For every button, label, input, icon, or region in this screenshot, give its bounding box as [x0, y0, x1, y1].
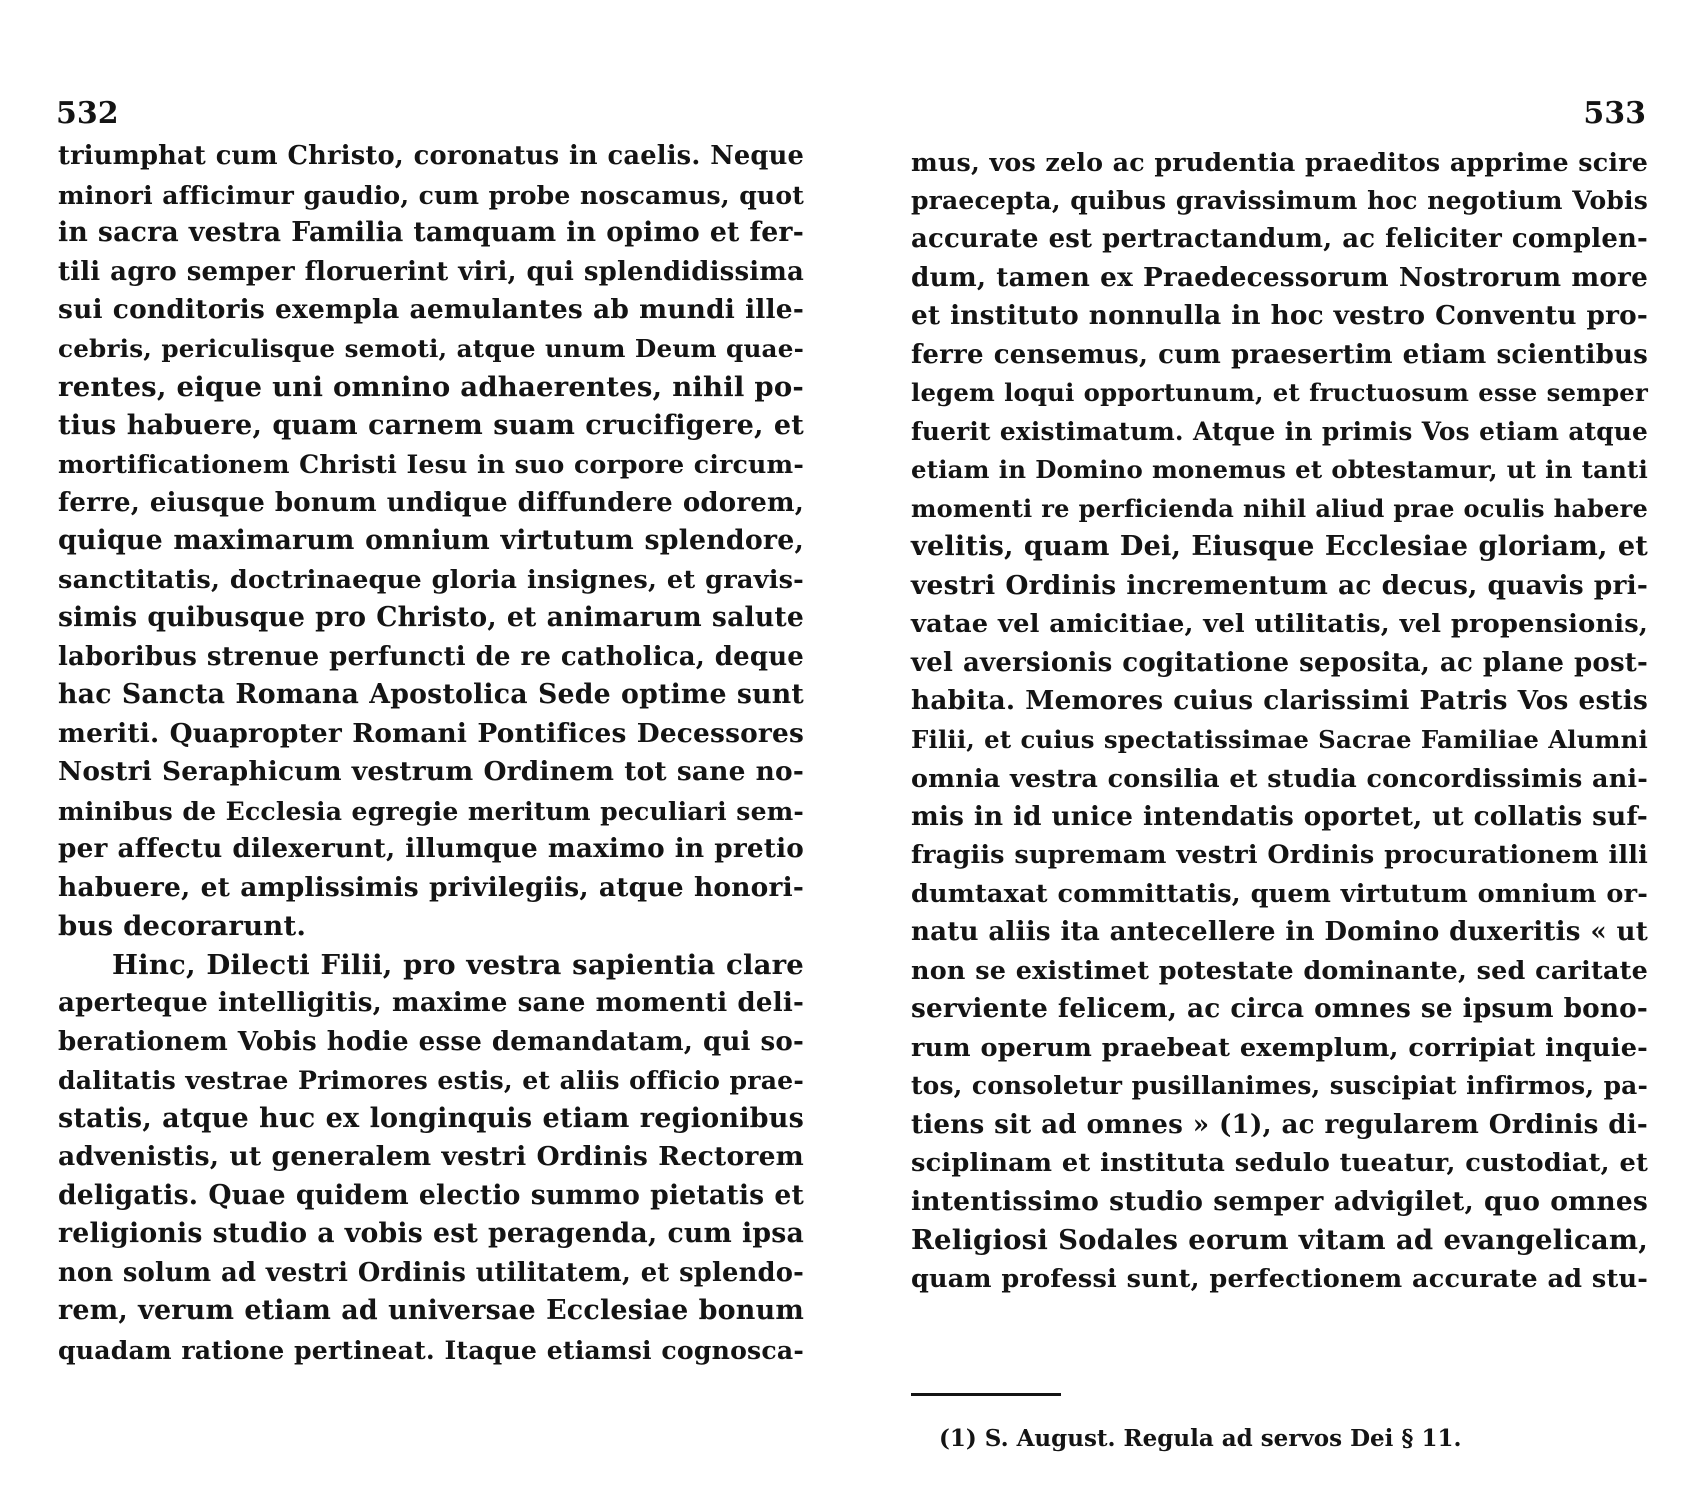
text-line: fuerit existimatum. Atque in primis Vos etiam atque — [911, 416, 1648, 446]
text-line: habita. Memores cuius clarissimi Patris Vos estis — [911, 685, 1648, 716]
text-line: statis, atque huc ex longinquis etiam regionibus — [58, 1102, 804, 1134]
text-line: Filii, et cuius spectatissimae Sacrae Familiae Alumni — [911, 724, 1648, 754]
text-line: ferre censemus, cum praesertim etiam scientibus — [911, 339, 1648, 370]
text-line: in sacra vestra Familia tamquam in opimo et fer- — [58, 217, 804, 248]
text-line: quam professi sunt, perfectionem accurate ad stu- — [911, 1263, 1648, 1294]
text-line: Nostri Seraphicum vestrum Ordinem tot sane no- — [58, 756, 804, 787]
text-line: velitis, quam Dei, Eiusque Ecclesiae gloriam, et — [911, 531, 1648, 562]
text-line: sui conditoris exempla aemulantes ab mundi ille- — [58, 294, 804, 325]
text-line: minibus de Ecclesia egregie meritum peculiari sem- — [58, 795, 804, 826]
text-line: habuere, et amplissimis privilegiis, atque honori- — [58, 871, 804, 903]
text-line: natu aliis ita antecellere in Domino duxeritis « ut — [911, 916, 1648, 947]
footnote-divider — [911, 1393, 1061, 1396]
text-line: etiam in Domino monemus et obtestamur, ut in tanti — [911, 455, 1648, 484]
text-line: mis in id unice intendatis oportet, ut collatis suf- — [911, 800, 1648, 832]
right-page-number: 533 — [1583, 96, 1646, 131]
left-page-text — [58, 137, 804, 1369]
text-line: vatae vel amicitiae, vel utilitatis, vel propensionis, — [911, 609, 1648, 639]
text-line: ferre, eiusque bonum undique diffundere odorem, — [58, 487, 804, 518]
text-line: quique maximarum omnium virtutum splendore, — [58, 525, 804, 556]
text-line-paragraph-start: Hinc, Dilecti Filii, pro vestra sapientia clare — [112, 948, 804, 981]
text-line: vel aversionis cogitatione seposita, ac plane post- — [911, 647, 1648, 678]
text-line: advenistis, ut generalem vestri Ordinis Rectorem — [58, 1141, 804, 1172]
text-line: fragiis supremam vestri Ordinis procurationem illi — [911, 840, 1648, 870]
text-line: minori afficimur gaudio, cum probe noscamus, quot — [58, 179, 804, 210]
text-line: cebris, periculisque semoti, atque unum Deum quae- — [58, 333, 804, 363]
text-line: legem loqui opportunum, et fructuosum esse semper — [911, 378, 1648, 407]
text-line: non se existimet potestate dominante, sed caritate — [911, 955, 1648, 986]
text-line: quadam ratione pertineat. Itaque etiamsi cognosca- — [58, 1334, 804, 1365]
text-line: tiens sit ad omnes » (1), ac regularem Ordinis di- — [911, 1108, 1648, 1140]
footnote: (1) S. August. Regula ad servos Dei § 11. — [939, 1425, 1462, 1452]
text-line: momenti re perficienda nihil aliud prae oculis habere — [911, 493, 1648, 523]
text-line: religionis studio a vobis est peragenda, cum ipsa — [58, 1218, 804, 1249]
text-line: Religiosi Sodales eorum vitam ad evangelicam, — [911, 1224, 1648, 1256]
text-line: vestri Ordinis incrementum ac decus, quavis pri- — [911, 569, 1648, 601]
text-line: triumphat cum Christo, coronatus in caelis. Neque — [58, 141, 804, 171]
text-line: et instituto nonnulla in hoc vestro Conventu pro- — [911, 300, 1648, 331]
text-line: laboribus strenue perfuncti de re catholica, deque — [58, 641, 804, 672]
right-page-text — [911, 143, 1648, 1298]
text-line: tius habuere, quam carnem suam crucifigere, et — [58, 409, 804, 441]
text-line: tili agro semper floruerint viri, qui splendidissima — [58, 256, 804, 287]
text-line: per affectu dilexerunt, illumque maximo in pretio — [58, 833, 804, 864]
text-line: meriti. Quapropter Romani Pontifices Decessores — [58, 717, 804, 749]
text-line: omnia vestra consilia et studia concordissimis ani- — [911, 763, 1648, 793]
text-line: sciplinam et instituta sedulo tueatur, custodiat, et — [911, 1148, 1648, 1178]
text-line: rentes, eique uni omnino adhaerentes, nihil po- — [58, 371, 804, 403]
text-line: rem, verum etiam ad universae Ecclesiae bonum — [58, 1295, 804, 1326]
text-line: simis quibusque pro Christo, et animarum salute — [58, 602, 804, 633]
right-page — [849, 0, 1698, 1500]
text-line: dalitatis vestrae Primores estis, et aliis officio prae- — [58, 1065, 804, 1095]
text-line: accurate est pertractandum, ac feliciter complen- — [911, 224, 1648, 254]
left-page-number: 532 — [56, 96, 119, 131]
text-line-paragraph-end: bus decorarunt. — [58, 910, 307, 942]
text-line: aperteque intelligitis, maxime sane momenti deli- — [58, 987, 804, 1018]
text-line: dum, tamen ex Praedecessorum Nostrorum more — [911, 261, 1648, 293]
text-line: praecepta, quibus gravissimum hoc negotium Vobis — [911, 185, 1648, 215]
text-line: tos, consoletur pusillanimes, suscipiat infirmos, pa- — [911, 1071, 1648, 1100]
text-line: intentissimo studio semper advigilet, quo omnes — [911, 1185, 1648, 1217]
text-line: sanctitatis, doctrinaeque gloria insignes, et gravis- — [58, 564, 804, 595]
text-line: berationem Vobis hodie esse demandatam, qui so- — [58, 1026, 804, 1057]
text-line: non solum ad vestri Ordinis utilitatem, et splendo- — [58, 1257, 804, 1288]
text-line: mus, vos zelo ac prudentia praeditos apprime scire — [911, 147, 1648, 177]
text-line: rum operum praebeat exemplum, corripiat inquie- — [911, 1032, 1648, 1063]
text-line: dumtaxat committatis, quem virtutum omnium or- — [911, 878, 1648, 909]
text-line: hac Sancta Romana Apostolica Sede optime sunt — [58, 679, 804, 710]
text-line: serviente felicem, ac circa omnes se ipsum bono- — [911, 993, 1648, 1024]
text-line: deligatis. Quae quidem electio summo pietatis et — [58, 1179, 804, 1211]
text-line: mortificationem Christi Iesu in suo corpore circum- — [58, 449, 804, 479]
